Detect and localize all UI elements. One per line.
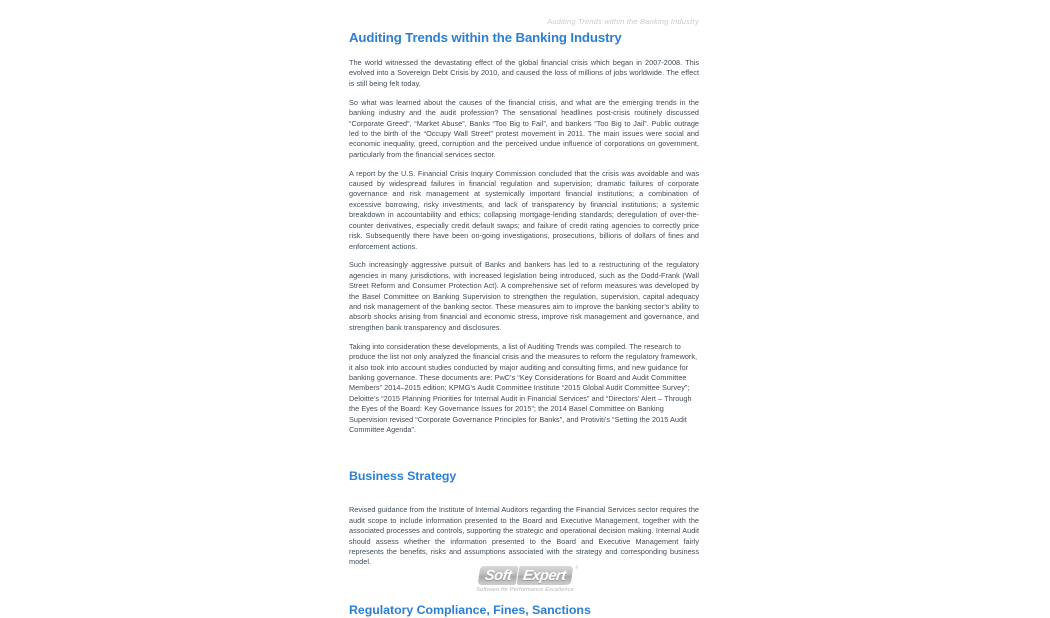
paragraph: A report by the U.S. Financial Crisis Inquiry Commission concluded that the crisis was avoidable and was caused by widespread failures in financial regulation and supervision; dramatic failures of corporate governance and risk management at systemically important financial institutions; a combination of excessive borrowing, risky investments, and lack of transparency by financial institutions; a systemic breakdown in accountability and ethics; collapsing mortgage-lending standards; deregulation of over-the-counter derivatives, especially credit default swaps; and failure of credit rating agencies to correctly price risk. Subsequently there have been on-going investigations, prosecutions, billions of dollars of fines and enforcement actions. [349,168,699,251]
heading-spacer [349,484,699,505]
logo-word-expert: Expert [516,566,572,585]
logo-mark [477,565,578,585]
paragraph: The world witnessed the devastating effect of the global financial crisis which began in 2007-2008. This evolved into a Sovereign Debt Crisis by 2010, and caused the loss of millions of jobs worldwide. The effect is still being felt today. [349,58,699,88]
paragraph: Taking into consideration these developments, a list of Auditing Trends was compiled. The research to produce the list not only analyzed the financial crisis and the measures to reform the regulatory framework, it also took into account studies conducted by major auditing and consulting firms, and new guidance for banking governance. These documents are: PwC’s “Key Considerations for Board and Audit Committee Members” 2014–2015 edition; KPMG’s Audit Committee Institute “2015 Global Audit Committee Survey”; Deloitte’s “2015 Planning Priorities for Internal Audit in Financial Services” and “Directors’ Alert – Through the Eyes of the Board: Key Governance Issues for 2015”; the 2014 Basel Committee on Banking Supervision revised “Corporate Governance Principles for Banks”, and Protiviti’s “Setting the 2015 Audit Committee Agenda”. [349,341,698,434]
section-spacer [349,435,699,468]
section-heading-business-strategy: Business Strategy [349,469,457,484]
registered-trademark-icon: ® [574,565,578,570]
softexpert-logo [0,566,1050,593]
document-content [349,30,699,618]
paragraph: Revised guidance from the Institute of Internal Auditors regarding the Financial Services sector requires the audit scope to include information presented to the Board and Executive Management, together with the associated processes and controls, supporting the strategic and operational decision making. Internal Audit should assess whether the information presented to the Board and Executive Management fairly represents the benefits, risks and assumptions associated with the strategy and corresponding business model. [349,505,699,567]
logo-tagline: Software for Performance Excellence [476,587,574,593]
logo-word-soft: Soft [477,566,517,585]
section-heading-regulatory-compliance: Regulatory Compliance, Fines, Sanctions [349,602,591,617]
paragraph: Such increasingly aggressive pursuit of Banks and bankers has led to a restructuring of the regulatory agencies in many jurisdictions, with increased legislation being introduced, such as the Dodd-Frank (Wall Street Reform and Consumer Protection Act). A comprehensive set of reform measures was developed by the Basel Committee on Banking Supervision to strengthen the regulation, supervision, capital adequacy and risk management of the banking sector. These measures aim to improve the banking sector’s ability to absorb shocks arising from financial and economic stress, improve risk management and governance, and strengthen bank transparency and disclosures. [349,260,699,332]
running-header: Auditing Trends within the Banking Industry [547,17,699,26]
paragraph: So what was learned about the causes of the financial crisis, and what are the emerging trends in the banking industry and the audit profession? The sensational headlines post-crisis routinely discussed “Corporate Greed”, “Market Abuse”, Banks “Too Big to Fail”, and bankers “Too Big to Jail”. Public outrage led to the birth of the “Occupy Wall Street” protest movement in 2011. The main issues were social and economic inequality, greed, corruption and the perceived undue influence of corporations on government, particularly from the financial services sector. [349,97,699,159]
page-title: Auditing Trends within the Banking Industry [349,30,622,45]
